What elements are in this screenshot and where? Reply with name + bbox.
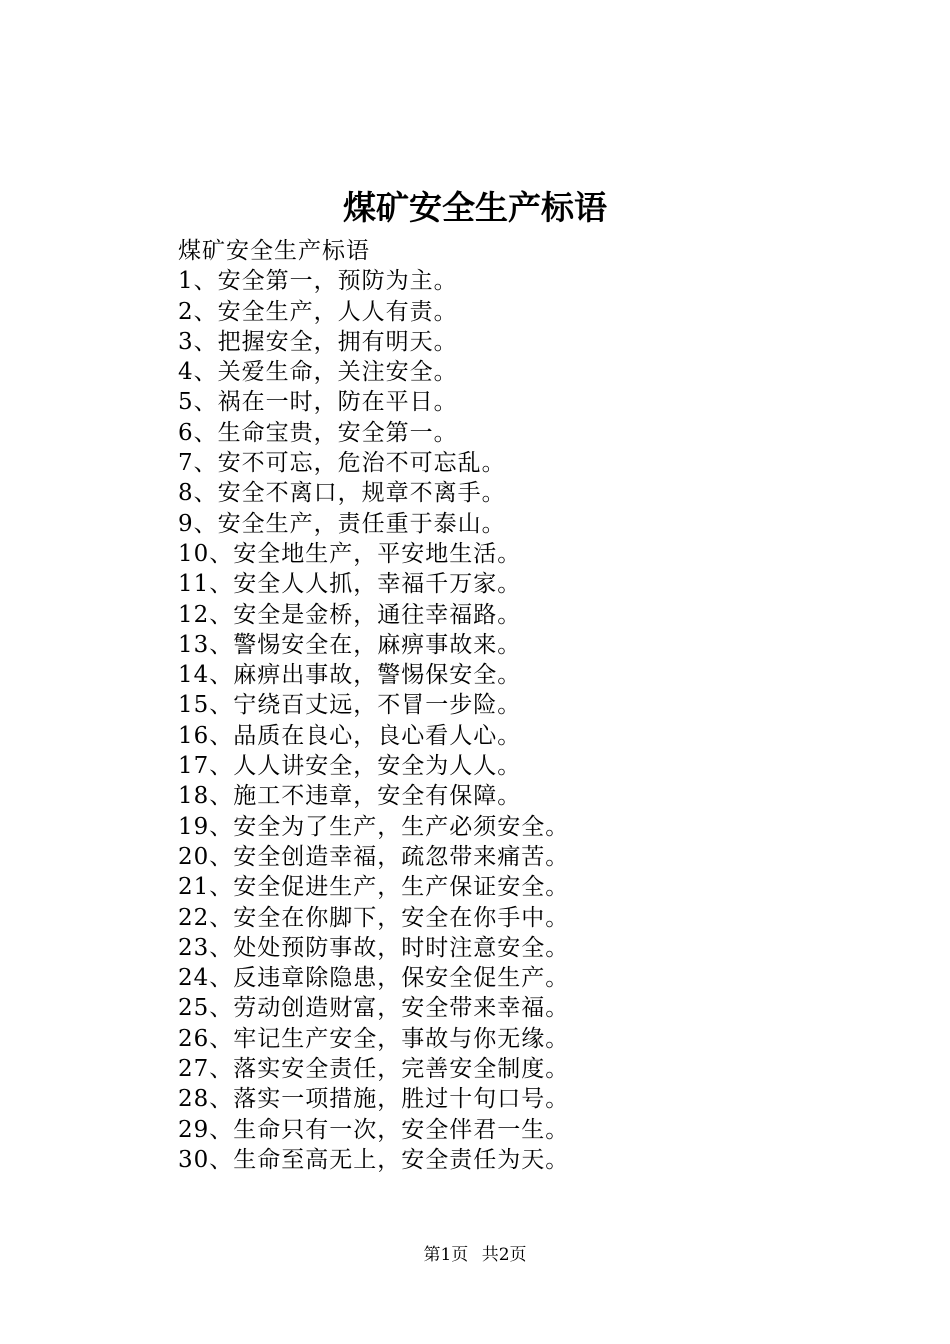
- slogan-item: 9、安全生产，责任重于泰山。: [178, 510, 506, 537]
- document-body: [178, 236, 878, 1175]
- slogan-item: 26、牢记生产安全，事故与你无缘。: [178, 1025, 570, 1052]
- slogan-item: 18、施工不违章，安全有保障。: [178, 783, 522, 810]
- slogan-item: 19、安全为了生产，生产必须安全。: [178, 813, 570, 840]
- slogan-item: 12、安全是金桥，通往幸福路。: [178, 601, 522, 628]
- slogan-item: 14、麻痹出事故，警惕保安全。: [178, 662, 522, 689]
- slogan-list: [178, 266, 878, 1175]
- slogan-item: 5、祸在一时，防在平日。: [178, 389, 458, 416]
- slogan-item: 21、安全促进生产，生产保证安全。: [178, 874, 570, 901]
- page-count: 共2页: [481, 1245, 527, 1265]
- document-subtitle: 煤矿安全生产标语: [178, 238, 370, 264]
- slogan-item: 2、安全生产，人人有责。: [178, 298, 458, 325]
- slogan-item: 22、安全在你脚下，安全在你手中。: [178, 904, 570, 931]
- slogan-item: 30、生命至高无上，安全责任为天。: [178, 1146, 570, 1173]
- slogan-item: 7、安不可忘，危治不可忘乱。: [178, 450, 506, 477]
- slogan-item: 10、安全地生产，平安地生活。: [178, 540, 522, 567]
- slogan-item: 6、生命宝贵，安全第一。: [178, 419, 458, 446]
- page-title: 煤矿安全生产标语: [343, 188, 607, 227]
- page-number: 第1页: [423, 1245, 469, 1265]
- slogan-item: 27、落实安全责任，完善安全制度。: [178, 1056, 570, 1083]
- slogan-item: 25、劳动创造财富，安全带来幸福。: [178, 995, 570, 1022]
- slogan-item: 15、宁绕百丈远，不冒一步险。: [178, 692, 522, 719]
- page-footer: [0, 1244, 950, 1266]
- slogan-item: 24、反违章除隐患，保安全促生产。: [178, 965, 570, 992]
- slogan-item: 13、警惕安全在，麻痹事故来。: [178, 631, 522, 658]
- slogan-item: 28、落实一项措施，胜过十句口号。: [178, 1086, 570, 1113]
- slogan-item: 3、把握安全，拥有明天。: [178, 328, 458, 355]
- slogan-item: 29、生命只有一次，安全伴君一生。: [178, 1116, 570, 1143]
- slogan-item: 4、关爱生命，关注安全。: [178, 359, 458, 386]
- slogan-item: 20、安全创造幸福，疏忽带来痛苦。: [178, 843, 570, 870]
- slogan-item: 1、安全第一，预防为主。: [178, 268, 458, 295]
- slogan-item: 11、安全人人抓，幸福千万家。: [178, 571, 522, 598]
- slogan-item: 16、品质在良心，良心看人心。: [178, 722, 522, 749]
- slogan-item: 8、安全不离口，规章不离手。: [178, 480, 506, 507]
- slogan-item: 17、人人讲安全，安全为人人。: [178, 753, 522, 780]
- slogan-item: 23、处处预防事故，时时注意安全。: [178, 934, 570, 961]
